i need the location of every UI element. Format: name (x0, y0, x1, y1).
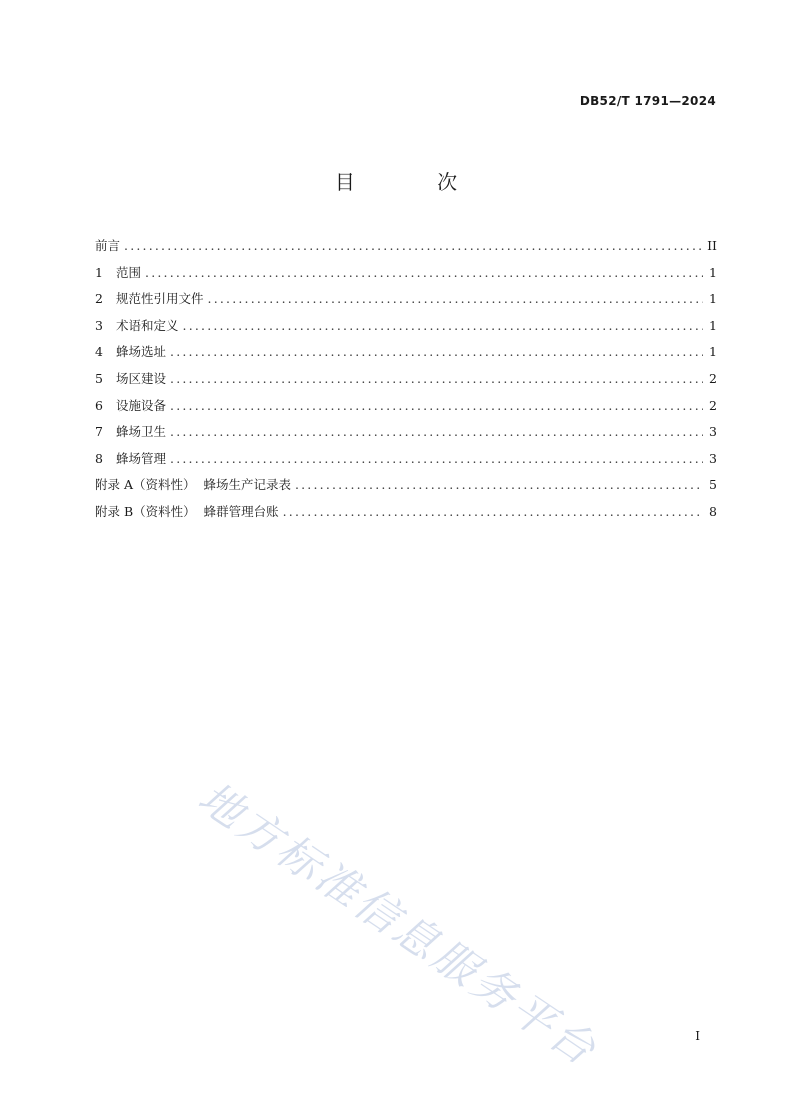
toc-entry-number: 2 (95, 291, 103, 307)
toc-entry-label: 蜂场选址 (116, 344, 167, 360)
toc-entry-number: 6 (95, 397, 103, 413)
toc-entry-label: 蜂场管理 (116, 450, 167, 466)
page-number: I (695, 1029, 700, 1043)
toc-entry-label: 前言 (95, 238, 121, 253)
toc-leader-dots (295, 477, 703, 492)
toc-entry-label: 规范性引用文件 (116, 291, 204, 307)
toc-leader-dots (124, 238, 703, 253)
toc-leader-dots (170, 371, 703, 386)
toc-entry-number: 8 (95, 450, 103, 466)
toc-entry-site-selection[interactable] (95, 342, 717, 369)
toc-entry-appendix-b[interactable] (95, 502, 717, 529)
toc-entry-label: 设施设备 (116, 397, 167, 413)
toc-entry-label: 范围 (116, 264, 142, 280)
toc-entry-page: 3 (709, 424, 717, 440)
toc-entry-label: 术语和定义 (116, 317, 179, 333)
document-code: DB52/T 1791—2024 (579, 94, 716, 108)
toc-entry-label: 蜂场卫生 (116, 424, 167, 440)
toc-entry-scope[interactable] (95, 263, 717, 290)
toc-entry-number: 5 (95, 370, 103, 386)
toc-entry-apiary-hygiene[interactable] (95, 422, 717, 449)
toc-entry-apiary-management[interactable] (95, 449, 717, 476)
toc-entry-number: 3 (95, 317, 103, 333)
toc-entry-label: 场区建设 (116, 370, 167, 386)
toc-entry-page: 1 (709, 317, 717, 333)
toc-leader-dots (170, 398, 703, 413)
toc-entry-page: 1 (709, 291, 717, 307)
toc-leader-dots (183, 318, 703, 333)
toc-entry-appendix-a[interactable] (95, 475, 717, 502)
toc-entry-label: 附录 B（资料性） 蜂群管理台账 (95, 503, 279, 519)
toc-entry-normative-references[interactable] (95, 289, 717, 316)
toc-entry-page: 8 (709, 503, 717, 519)
toc-entry-number: 7 (95, 424, 103, 440)
toc-entry-page: II (707, 238, 717, 253)
toc-entry-number: 4 (95, 344, 103, 360)
toc-entry-terms-definitions[interactable] (95, 316, 717, 343)
toc-entry-site-construction[interactable] (95, 369, 717, 396)
page-title: 目 次 (334, 170, 496, 194)
toc-leader-dots (170, 344, 703, 359)
toc-leader-dots (145, 265, 703, 280)
toc-entry-facilities-equipment[interactable] (95, 396, 717, 423)
watermark: 地方标准信息服务平台 (189, 772, 607, 1077)
toc-entry-label: 附录 A（资料性） 蜂场生产记录表 (95, 477, 291, 493)
toc-entry-page: 1 (709, 264, 717, 280)
toc-entry-page: 5 (709, 477, 717, 493)
toc-entry-number: 1 (95, 264, 103, 280)
toc-leader-dots (283, 504, 703, 519)
toc-leader-dots (208, 291, 703, 306)
toc-leader-dots (170, 451, 703, 466)
table-of-contents (95, 236, 717, 529)
toc-entry-foreword[interactable] (95, 236, 717, 263)
toc-leader-dots (170, 424, 703, 439)
toc-entry-page: 2 (709, 397, 717, 413)
toc-entry-page: 1 (709, 344, 717, 360)
toc-entry-page: 3 (709, 450, 717, 466)
toc-entry-page: 2 (709, 370, 717, 386)
